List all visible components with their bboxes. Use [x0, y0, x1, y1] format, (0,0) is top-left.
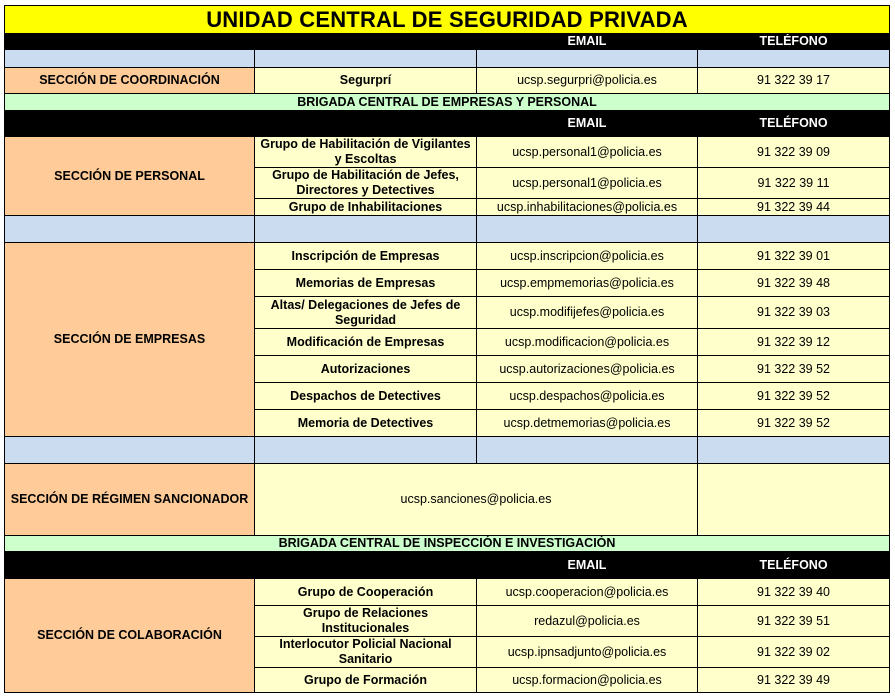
header-blank: [5, 552, 255, 579]
phone-number: 91 322 39 17: [698, 68, 890, 94]
phone-number: 91 322 39 49: [698, 668, 890, 693]
header-blank: [255, 34, 477, 50]
section-empresas: SECCIÓN DE EMPRESAS: [5, 243, 255, 437]
email-link[interactable]: ucsp.personal1@policia.es: [477, 168, 698, 199]
page-title: UNIDAD CENTRAL DE SEGURIDAD PRIVADA: [5, 6, 890, 34]
spacer-cell: [5, 437, 255, 464]
contact-table: [4, 5, 890, 693]
phone-number: 91 322 39 12: [698, 329, 890, 356]
header-email: EMAIL: [477, 552, 698, 579]
group-name: Grupo de Cooperación: [255, 579, 477, 606]
email-link[interactable]: ucsp.personal1@policia.es: [477, 137, 698, 168]
group-name: Grupo de Inhabilitaciones: [255, 199, 477, 216]
group-name: Despachos de Detectives: [255, 383, 477, 410]
group-name: Grupo de Relaciones Institucionales: [255, 606, 477, 637]
section-colaboracion: SECCIÓN DE COLABORACIÓN: [5, 579, 255, 693]
phone-number: 91 322 39 03: [698, 297, 890, 329]
group-name: Grupo de Habilitación de Vigilantes y Escoltas: [255, 137, 477, 168]
email-link[interactable]: ucsp.inscripcion@policia.es: [477, 243, 698, 270]
phone-number: 91 322 39 11: [698, 168, 890, 199]
phone-number: 91 322 39 48: [698, 270, 890, 297]
email-link[interactable]: ucsp.inhabilitaciones@policia.es: [477, 199, 698, 216]
spacer-cell: [255, 216, 477, 243]
group-name: Modificación de Empresas: [255, 329, 477, 356]
brigada-inspeccion-title: BRIGADA CENTRAL DE INSPECCIÓN E INVESTIGACIÓN: [5, 536, 890, 552]
phone-number: [698, 464, 890, 536]
group-name: Interlocutor Policial Nacional Sanitario: [255, 637, 477, 668]
email-link[interactable]: ucsp.segurpri@policia.es: [477, 68, 698, 94]
contact-directory: [4, 5, 890, 693]
group-name: Inscripción de Empresas: [255, 243, 477, 270]
email-link[interactable]: ucsp.autorizaciones@policia.es: [477, 356, 698, 383]
header-email: EMAIL: [477, 111, 698, 137]
group-name: Altas/ Delegaciones de Jefes de Seguridad: [255, 297, 477, 329]
email-link[interactable]: ucsp.empmemorias@policia.es: [477, 270, 698, 297]
email-link[interactable]: ucsp.sanciones@policia.es: [255, 464, 698, 536]
email-link[interactable]: ucsp.modificacion@policia.es: [477, 329, 698, 356]
section-regimen-sancionador: SECCIÓN DE RÉGIMEN SANCIONADOR: [5, 464, 255, 536]
spacer-cell: [255, 437, 477, 464]
header-phone: TELÉFONO: [698, 552, 890, 579]
phone-number: 91 322 39 40: [698, 579, 890, 606]
email-link[interactable]: ucsp.despachos@policia.es: [477, 383, 698, 410]
group-name: Grupo de Habilitación de Jefes, Directores y Detectives: [255, 168, 477, 199]
group-name: Grupo de Formación: [255, 668, 477, 693]
spacer-cell: [698, 50, 890, 68]
group-name: Segurprí: [255, 68, 477, 94]
email-link[interactable]: ucsp.formacion@policia.es: [477, 668, 698, 693]
phone-number: 91 322 39 52: [698, 383, 890, 410]
spacer-cell: [698, 216, 890, 243]
spacer-cell: [5, 216, 255, 243]
header-blank: [255, 552, 477, 579]
spacer-cell: [255, 50, 477, 68]
spacer-cell: [477, 437, 698, 464]
section-personal: SECCIÓN DE PERSONAL: [5, 137, 255, 216]
header-email: EMAIL: [477, 34, 698, 50]
email-link[interactable]: ucsp.modifijefes@policia.es: [477, 297, 698, 329]
phone-number: 91 322 39 02: [698, 637, 890, 668]
header-blank: [5, 34, 255, 50]
email-link[interactable]: ucsp.cooperacion@policia.es: [477, 579, 698, 606]
phone-number: 91 322 39 09: [698, 137, 890, 168]
group-name: Memoria de Detectives: [255, 410, 477, 437]
spacer-cell: [477, 216, 698, 243]
email-link[interactable]: redazul@policia.es: [477, 606, 698, 637]
phone-number: 91 322 39 44: [698, 199, 890, 216]
spacer-cell: [477, 50, 698, 68]
phone-number: 91 322 39 51: [698, 606, 890, 637]
spacer-cell: [698, 437, 890, 464]
brigada-empresas-title: BRIGADA CENTRAL DE EMPRESAS Y PERSONAL: [5, 94, 890, 111]
section-coordinacion: SECCIÓN DE COORDINACIÓN: [5, 68, 255, 94]
header-blank: [255, 111, 477, 137]
phone-number: 91 322 39 52: [698, 356, 890, 383]
group-name: Memorias de Empresas: [255, 270, 477, 297]
header-phone: TELÉFONO: [698, 34, 890, 50]
header-blank: [5, 111, 255, 137]
spacer-cell: [5, 50, 255, 68]
phone-number: 91 322 39 01: [698, 243, 890, 270]
email-link[interactable]: ucsp.ipnsadjunto@policia.es: [477, 637, 698, 668]
phone-number: 91 322 39 52: [698, 410, 890, 437]
group-name: Autorizaciones: [255, 356, 477, 383]
header-phone: TELÉFONO: [698, 111, 890, 137]
email-link[interactable]: ucsp.detmemorias@policia.es: [477, 410, 698, 437]
